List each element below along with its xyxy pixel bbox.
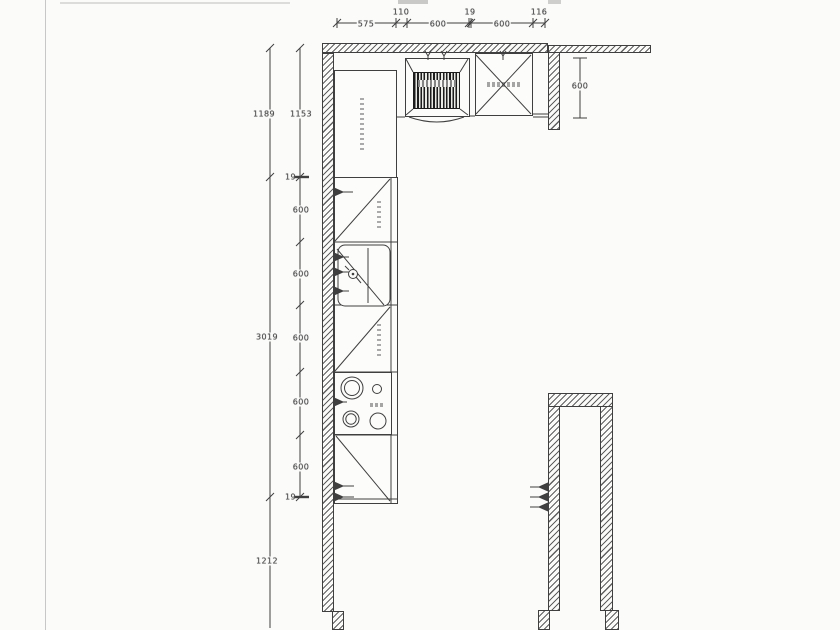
dim-label: 600 — [429, 19, 447, 29]
dim-label: 3019 — [256, 332, 278, 342]
dim-label: 116 — [530, 7, 548, 17]
cooktop-burners — [341, 377, 386, 429]
dim-label: 110 — [392, 7, 410, 17]
dim-label: 600 — [292, 333, 310, 343]
shaft-service-ticks — [530, 483, 548, 511]
dim-label: 19 — [285, 172, 296, 182]
dim-label: 1212 — [256, 556, 278, 566]
base-run-linework — [334, 178, 397, 503]
dim-label: 600 — [571, 81, 589, 91]
hood-detail-lines — [397, 59, 548, 122]
dim-label: 1189 — [253, 109, 275, 119]
dim-label: 600 — [292, 205, 310, 215]
connection-tee-symbols — [425, 51, 506, 60]
dim-label: 1153 — [290, 109, 312, 119]
dim-label: 575 — [357, 19, 375, 29]
dim-label: 600 — [292, 462, 310, 472]
dim-label: 600 — [292, 397, 310, 407]
sink-symbol — [337, 245, 390, 306]
dim-label: 600 — [493, 19, 511, 29]
wall-cabinet-cross-lines — [476, 55, 531, 114]
dim-label: 19 — [285, 492, 296, 502]
dim-label: 19 — [464, 7, 476, 17]
dim-label: 600 — [292, 269, 310, 279]
